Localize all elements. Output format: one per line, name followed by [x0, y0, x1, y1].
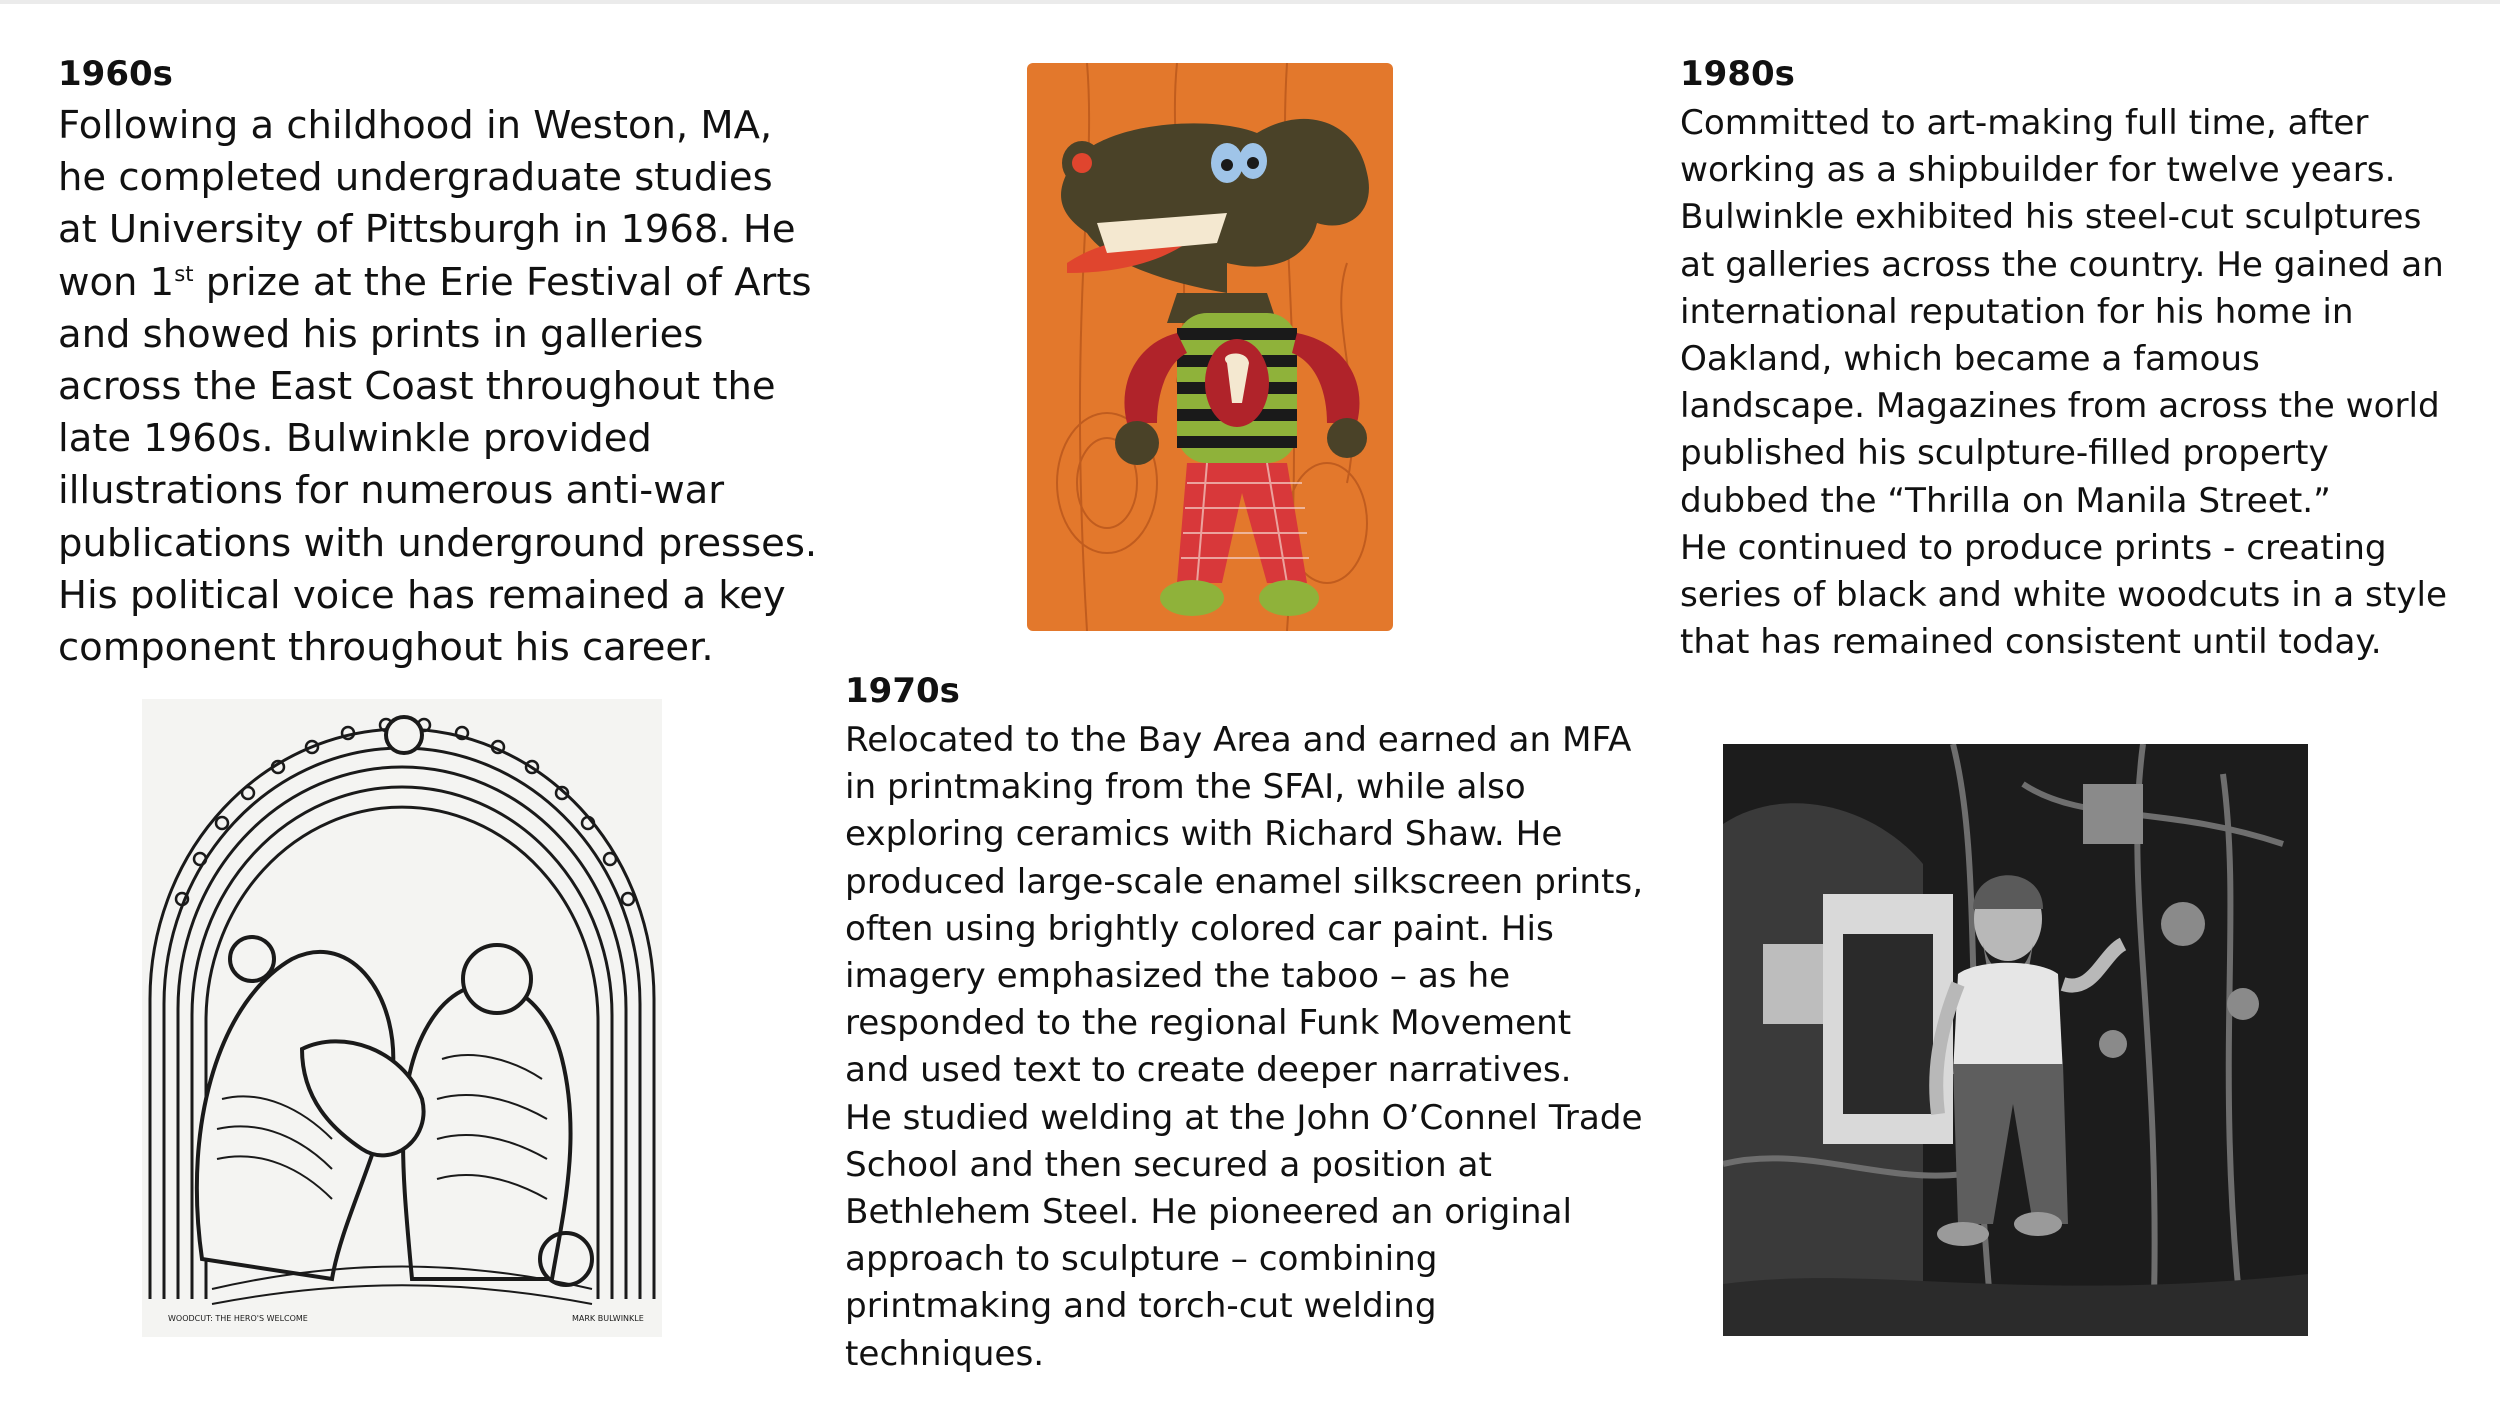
section-1960s-paragraph: Following a childhood in Weston, MA, he completed undergraduate studies at University of Pittsburgh in 1968. He won 1st prize at the Erie Festival of Arts and showed his prints in galleries across the East Coast throughout the late 1960s. Bulwinkle provided illustrations for numerous anti-war publications with underground presses. His political voice has remained a key component throughout his career. — [58, 103, 818, 671]
top-divider — [0, 0, 2500, 4]
section-1970s-paragraph-1: Relocated to the Bay Area and earned an MFA in printmaking from the SFAI, while also exploring ceramics with Richard Shaw. He produced large-scale enamel silkscreen prints, often using brightly colored car paint. His imagery emphasized the taboo – as he responded to the regional Funk Movement and used text to create deeper narratives. — [845, 720, 1644, 1091]
section-1980s — [1680, 54, 2450, 666]
ordinal-superscript: st — [174, 260, 194, 286]
section-1970s-paragraph-2: He studied welding at the John O’Connel Trade School and then secured a position at Bethlehem Steel. He pioneered an original approach to sculpture – combining printmaking and torch-cut welding techniques. — [845, 1097, 1643, 1374]
section-1980s-paragraph-1: Committed to art-making full time, after working as a shipbuilder for twelve years. Bulwinkle exhibited his steel-cut sculptures at galleries across the country. He gained an international reputation for his home in Oakland, which became a famous landscape. Magazines from across the world published his sculpture-filled property dubbed the “Thrilla on Manila Street.” — [1680, 103, 2444, 521]
section-1960s-heading: 1960s — [58, 54, 173, 94]
section-1980s-heading: 1980s — [1680, 54, 1795, 94]
silkscreen-illustration — [1027, 63, 1393, 631]
woodcut-illustration — [142, 699, 662, 1337]
woodcut-caption-right: MARK BULWINKLE — [572, 1314, 644, 1323]
section-1970s — [845, 671, 1645, 1378]
section-1980s-paragraph-2: He continued to produce prints - creating series of black and white woodcuts in a style that has remained consistent until today. — [1680, 527, 2448, 663]
woodcut-image — [142, 699, 662, 1337]
artist-photo — [1723, 744, 2308, 1336]
silkscreen-print-image — [1027, 63, 1393, 631]
section-1960s — [58, 54, 818, 674]
artist-photo-illustration — [1723, 744, 2308, 1336]
woodcut-caption-left: WOODCUT: THE HERO'S WELCOME — [168, 1314, 308, 1323]
section-1970s-heading: 1970s — [845, 671, 960, 711]
